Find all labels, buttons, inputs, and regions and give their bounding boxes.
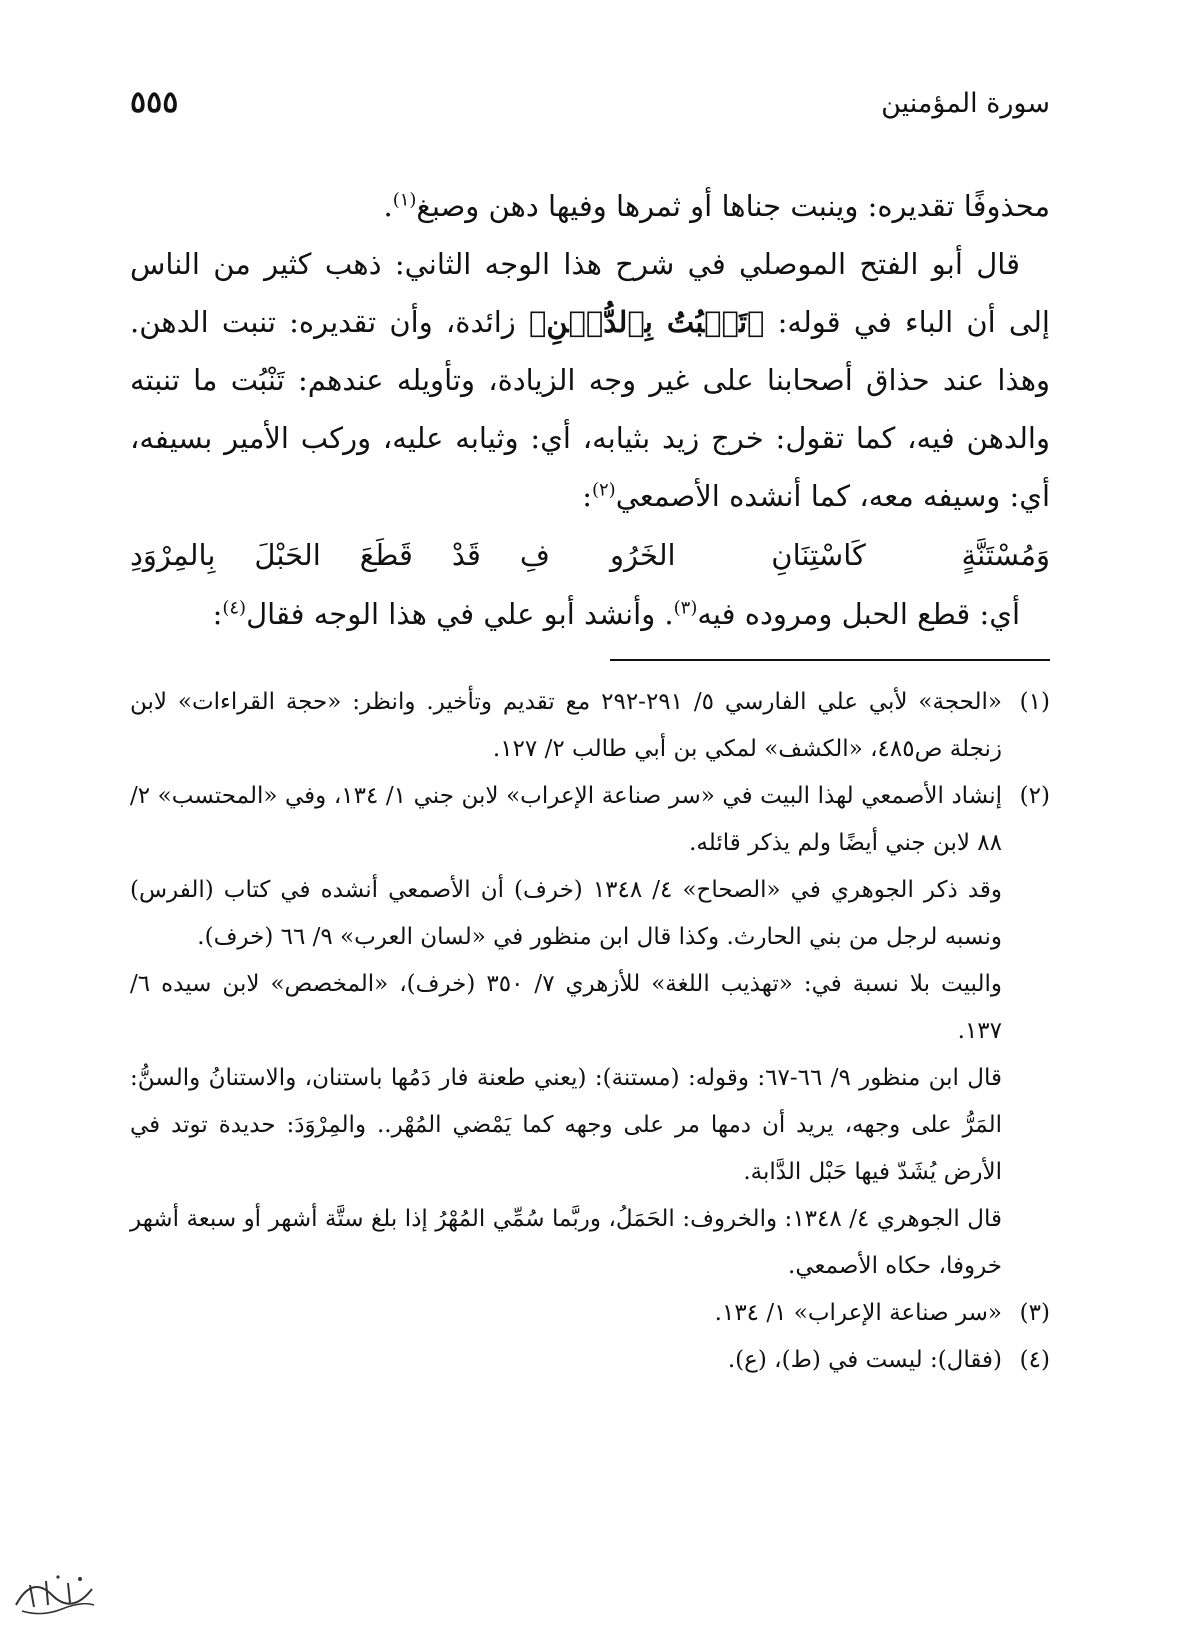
page-number: ٥٥٥ (130, 85, 179, 120)
footnote-ref-2[interactable]: (٢) (591, 479, 616, 501)
footnote-2-continuation: قال ابن منظور ٩/ ٦٦-٦٧: وقوله: (مستنة): (يعني طعنة فار دَمُها باستنان، والاستنانُ والسنُّ: المَرُّ على وجهه، يريد أن دمها مر على وجهه كما يَمْضي المُهْر.. والمِرْوَدَ: حديدة توتد في الأرض يُشَدّ فيها حَبْل الدَّابة. (130, 1065, 1003, 1185)
p3-text-a: أي: قطع الحبل ومروده فيه (697, 597, 1020, 631)
document-page (130, 85, 1050, 1384)
footnote-2-continuation: قال الجوهري ٤/ ١٣٤٨: والخروف: الحَمَلُ، وربَّما سُمِّي المُهْرُ إذا بلغ ستَّة أشهر أو سبعة أشهر خروفا، حكاه الأصمعي. (130, 1206, 1002, 1279)
footnote-4 (130, 1337, 1050, 1384)
footnote-ref-4[interactable]: (٤) (222, 597, 247, 619)
surah-title: سورة المؤمنين (881, 88, 1050, 119)
paragraph-3 (130, 585, 1050, 643)
paragraph-2 (130, 235, 1050, 525)
footnote-2-continuation: والبيت بلا نسبة في: «تهذيب اللغة» للأزهري ٧/ ٣٥٠ (خرف)، «المخصص» لابن سيده ٦/ ١٣٧. (130, 971, 1002, 1044)
footnote-text: «سر صناعة الإعراب» ١/ ١٣٤. (714, 1300, 1002, 1326)
footnote-1 (130, 679, 1050, 773)
verse-second-hemistich: فِ قَدْ قَطَعَ الحَبْلَ بِالمِرْوَدِ (130, 538, 550, 572)
p3-text-b: . وأنشد أبو علي في هذا الوجه فقال (246, 597, 674, 631)
footnote-text: «الحجة» لأبي علي الفارسي ٥/ ٢٩١-٢٩٢ مع تقديم وتأخير. وانظر: «حجة القراءات» لابن زنجلة ص٤٨٥، «الكشف» لمكي بن أبي طالب ٢/ ١٢٧. (130, 689, 1002, 762)
publisher-seal-logo (12, 1565, 97, 1625)
footnote-number: (٣) (1019, 1300, 1050, 1326)
p3-end: : (212, 597, 223, 631)
p1-text: محذوفًا تقديره: وينبت جناها أو ثمرها وفيها دهن وصبغ (416, 189, 1050, 223)
footnote-2 (130, 773, 1050, 867)
p2-text-a: قال أبو الفتح الموصلي في شرح هذا الوجه الثاني: ذهب كثير من الناس إلى أن الباء في قوله: (130, 247, 1050, 339)
page-header (130, 85, 1050, 145)
footnote-separator (610, 659, 1050, 661)
footnote-ref-3[interactable]: (٣) (673, 597, 698, 619)
footnote-number: (٢) (1019, 783, 1050, 809)
verse-first-hemistich: وَمُسْتَنَّةٍ كَاسْتِنَانِ الخَرُو (610, 538, 1050, 572)
quran-quote: ﴿تَنۢبُتُ بِٱلدُّهۡنِ﴾ (529, 305, 765, 339)
footnote-ref-1[interactable]: (١) (392, 189, 417, 211)
poetry-verse (130, 525, 1050, 585)
footnote-text: إنشاد الأصمعي لهذا البيت في «سر صناعة الإعراب» لابن جني ١/ ١٣٤، وفي «المحتسب» ٢/ ٨٨ لابن جني أيضًا ولم يذكر قائله. (130, 783, 1002, 856)
paragraph-1 (130, 177, 1050, 235)
footnote-3 (130, 1290, 1050, 1337)
footnote-number: (١) (1019, 689, 1050, 715)
p2-end: : (582, 479, 592, 513)
footnote-2-continuation: وقد ذكر الجوهري في «الصحاح» ٤/ ١٣٤٨ (خرف) أن الأصمعي أنشده في كتاب (الفرس) ونسبه لرجل من بني الحارث. وكذا قال ابن منظور في «لسان العرب» ٩/ ٦٦ (خرف). (130, 877, 1002, 950)
footnote-text: (فقال): ليست في (ط)، (ع). (727, 1347, 1002, 1373)
p1-end: . (383, 189, 393, 223)
p2-text-b: زائدة، وأن تقديره: تنبت الدهن. وهذا عند حذاق أصحابنا على غير وجه الزيادة، وتأويله عندهم: تَنْبُت ما تنبته والدهن فيه، كما تقول: خرج زيد بثيابه، أي: وثيابه عليه، وركب الأمير بسيفه، أي: وسيفه معه، كما أنشده الأصمعي (130, 305, 1050, 513)
main-text (130, 177, 1050, 643)
footnotes (130, 679, 1050, 1384)
footnote-number: (٤) (1019, 1347, 1050, 1373)
